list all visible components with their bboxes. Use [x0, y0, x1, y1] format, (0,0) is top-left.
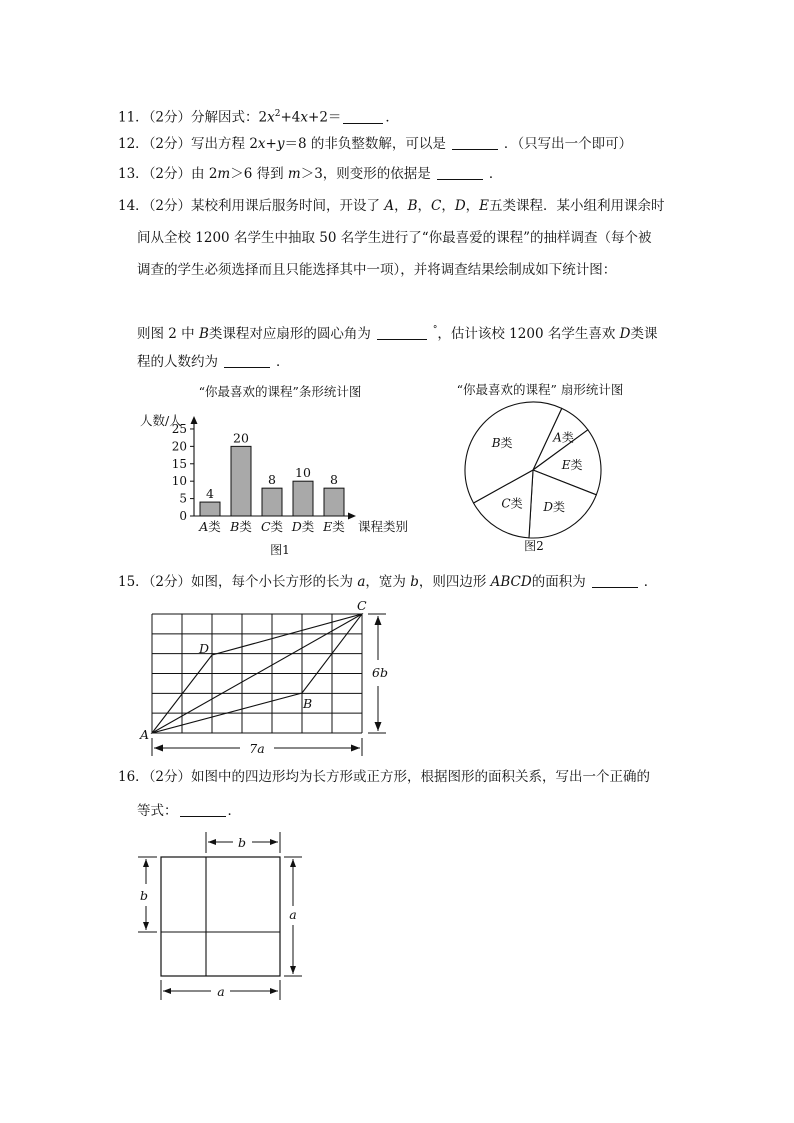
pie-slice-label: C类	[501, 496, 523, 511]
point-b-label: B	[303, 696, 313, 711]
height-label: 6b	[372, 665, 388, 680]
bar-value-label: 10	[295, 465, 311, 481]
answer-blank[interactable]	[343, 109, 383, 124]
answer-blank-angle[interactable]	[377, 325, 427, 340]
question-14-line-1: 14．（2分）某校利用课后服务时间，开设了 A，B，C，D，E五类课程．某小组利用课余时	[118, 198, 665, 214]
right-a-label: a	[289, 907, 297, 922]
bar-c	[262, 488, 282, 516]
grid-figure	[130, 598, 400, 763]
pie-slice-label: A类	[553, 430, 574, 445]
x-axis-arrow	[348, 513, 356, 520]
question-14-line-5: 程的人数约为 ．	[137, 354, 290, 370]
bar-chart-yticks	[172, 422, 194, 523]
bar-chart	[130, 378, 430, 563]
answer-blank[interactable]	[592, 573, 638, 588]
y-axis-label: 人数/人	[140, 413, 182, 428]
x-category-label: C类	[260, 519, 284, 534]
answer-blank[interactable]	[180, 802, 226, 817]
question-11: 11．（2分）分解因式：$2x^2+4x+2=$ ．	[118, 109, 399, 126]
top-b-label: b	[237, 835, 247, 850]
pie-chart-title: “你最喜欢的课程” 扇形统计图	[456, 382, 624, 397]
x-category-label: D类	[291, 519, 315, 534]
bottom-a-label: a	[217, 984, 225, 999]
bar-b	[231, 446, 251, 516]
pie-chart	[440, 378, 640, 563]
answer-blank-count[interactable]	[224, 353, 270, 368]
bar-value-label: 20	[233, 430, 249, 446]
question-14-line-4: 则图 2 中 B类课程对应扇形的圆心角为 °，估计该校 1200 名学生喜欢 D类课	[137, 325, 658, 342]
y-axis-arrow	[191, 416, 198, 424]
y-tick-label: 10	[171, 474, 187, 489]
pie-slice-label: B类	[491, 436, 513, 451]
y-tick-label: 25	[171, 421, 187, 436]
bar-chart-title: “你最喜欢的课程”条形统计图	[198, 384, 362, 399]
left-b-label: b	[139, 888, 149, 903]
y-tick-label: 15	[171, 456, 187, 471]
question-14-line-3: 调查的学生必须选择而且只能选择其中一项），并将调查结果绘制成如下统计图：	[137, 262, 617, 278]
question-16-line-2: 等式： ．	[137, 803, 241, 819]
answer-blank[interactable]	[452, 135, 498, 150]
bar-value-label: 8	[330, 472, 338, 488]
bar-value-label: 4	[206, 486, 214, 502]
x-category-label: B类	[230, 519, 252, 534]
outer-square	[161, 857, 280, 976]
question-13: 13．（2分）由 2m＞6 得到 m＞3，则变形的依据是 ．	[118, 166, 503, 182]
bar-value-label: 8	[268, 472, 276, 488]
question-14-line-2: 间从全校 1200 名学生中抽取 50 名学生进行了“你最喜爱的课程”的抽样调查（每个被	[137, 230, 652, 246]
point-d-label: D	[199, 641, 210, 656]
y-tick-label: 20	[171, 439, 187, 454]
bar-a	[200, 502, 220, 516]
square-figure	[130, 828, 310, 1008]
figure-2-caption: 图2	[524, 539, 544, 553]
pie-slice-label: D类	[543, 500, 566, 515]
question-12: 12．（2分）写出方程 2x+y＝8 的非负整数解，可以是 ．（只写出一个即可）	[118, 136, 633, 152]
point-c-label: C	[357, 598, 367, 613]
question-15: 15．（2分）如图，每个小长方形的长为 a，宽为 b，则四边形 ABCD的面积为 ．	[118, 574, 658, 590]
bar-d	[293, 481, 313, 516]
answer-blank[interactable]	[437, 165, 483, 180]
x-category-label: A类	[199, 519, 221, 534]
bar-chart-bars	[200, 430, 344, 516]
y-tick-label: 5	[179, 491, 187, 506]
pie-slice-label: E类	[561, 457, 583, 472]
bar-e	[324, 488, 344, 516]
width-label: 7a	[249, 741, 265, 756]
figure-1-caption: 图1	[270, 543, 290, 557]
question-16-line-1: 16．（2分）如图中的四边形均为长方形或正方形，根据图形的面积关系，写出一个正确的	[118, 769, 651, 785]
x-axis-label: 课程类别	[358, 519, 409, 534]
bar-chart-categories	[198, 519, 345, 534]
y-tick-label: 0	[179, 509, 187, 523]
point-a-label: A	[140, 727, 150, 742]
x-category-label: E类	[323, 519, 345, 534]
